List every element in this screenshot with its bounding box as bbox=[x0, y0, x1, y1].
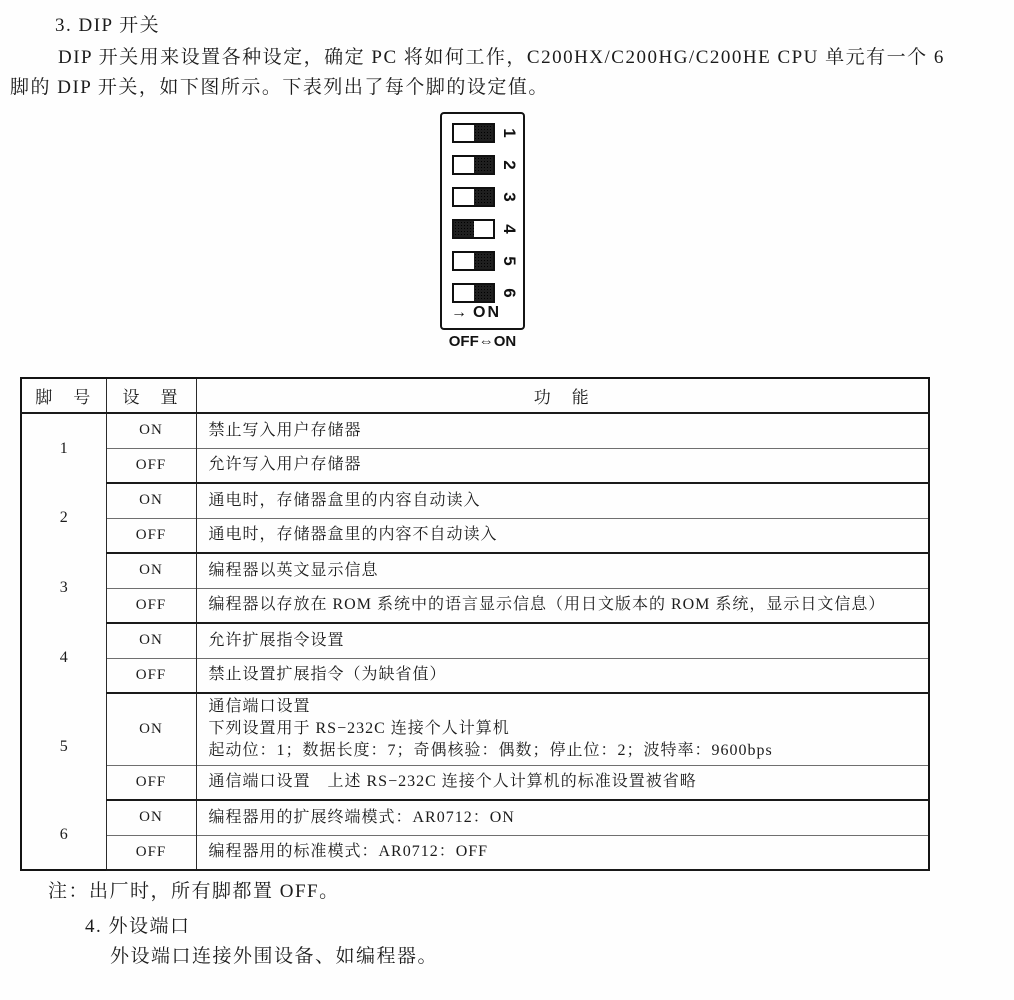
switch-4-right-half bbox=[474, 221, 494, 237]
dip-switch-1 bbox=[452, 123, 495, 143]
function-line: 通信端口设置 bbox=[208, 698, 311, 716]
switch-4-left-half bbox=[454, 221, 474, 237]
function-line: 允许写入用户存储器 bbox=[208, 456, 362, 474]
table-row bbox=[21, 693, 929, 765]
pin-number-cell: 2 bbox=[21, 483, 106, 553]
table-row bbox=[21, 518, 929, 553]
off-on-caption bbox=[432, 333, 533, 350]
section-4-paragraph: 外设端口连接外围设备、如编程器。 bbox=[110, 946, 439, 967]
header-setting: 设 置 bbox=[106, 378, 196, 413]
function-line: 起动位：1；数据长度：7；奇偶核验：偶数；停止位：2；波特率：9600bps bbox=[208, 742, 773, 760]
dip-switch-diagram bbox=[440, 112, 525, 330]
setting-cell: OFF bbox=[106, 518, 196, 553]
table-row bbox=[21, 658, 929, 693]
dip-switch-6 bbox=[452, 283, 495, 303]
setting-cell: ON bbox=[106, 483, 196, 518]
function-line: 通信端口设置 上述 RS−232C 连接个人计算机的标准设置被省略 bbox=[208, 773, 697, 791]
setting-cell: OFF bbox=[106, 658, 196, 693]
function-cell bbox=[196, 448, 929, 483]
dip-settings-table bbox=[20, 377, 930, 871]
pin-number-cell: 6 bbox=[21, 800, 106, 870]
factory-note: 注：出厂时，所有脚都置 OFF。 bbox=[48, 881, 340, 902]
function-cell bbox=[196, 623, 929, 658]
dip-switch-3 bbox=[452, 187, 495, 207]
setting-cell: ON bbox=[106, 623, 196, 658]
off-text: OFF bbox=[448, 333, 479, 350]
table-row bbox=[21, 765, 929, 800]
table-row bbox=[21, 623, 929, 658]
switch-3-left-half bbox=[454, 189, 474, 205]
function-line: 编程器用的标准模式：AR0712：OFF bbox=[208, 843, 489, 861]
function-cell bbox=[196, 658, 929, 693]
switch-1-left-half bbox=[454, 125, 474, 141]
on-text: ON bbox=[473, 304, 501, 321]
table-row bbox=[21, 553, 929, 588]
function-cell bbox=[196, 693, 929, 765]
pin-number-cell: 5 bbox=[21, 693, 106, 800]
function-line: 禁止写入用户存储器 bbox=[208, 421, 362, 439]
setting-cell: ON bbox=[106, 800, 196, 835]
function-cell bbox=[196, 413, 929, 448]
table-header-row bbox=[21, 378, 929, 413]
function-line: 编程器用的扩展终端模式：AR0712：ON bbox=[208, 808, 515, 826]
dip-switch-3-number: 3 bbox=[500, 192, 519, 202]
table-row bbox=[21, 483, 929, 518]
switch-6-right-half bbox=[474, 285, 494, 301]
function-line: 禁止设置扩展指令（为缺省值） bbox=[208, 666, 447, 684]
function-line: 编程器以存放在 ROM 系统中的语言显示信息（用日文版本的 ROM 系统，显示日文信息） bbox=[208, 596, 886, 614]
table-row bbox=[21, 448, 929, 483]
setting-cell: OFF bbox=[106, 588, 196, 623]
table-row bbox=[21, 800, 929, 835]
function-line: 编程器以英文显示信息 bbox=[208, 561, 379, 579]
setting-cell: ON bbox=[106, 413, 196, 448]
dip-switch-5 bbox=[452, 251, 495, 271]
intro-paragraph-line-1: DIP 开关用来设置各种设定，确定 PC 将如何工作，C200HX/C200HG/C200HE CPU 单元有一个 6 bbox=[58, 47, 945, 68]
double-arrow-icon: ⇔ bbox=[478, 333, 494, 350]
table-row bbox=[21, 588, 929, 623]
setting-cell: ON bbox=[106, 693, 196, 765]
function-cell bbox=[196, 518, 929, 553]
pin-number-cell: 4 bbox=[21, 623, 106, 693]
right-arrow-icon: → bbox=[451, 304, 467, 321]
switch-2-left-half bbox=[454, 157, 474, 173]
section-3-heading: 3. DIP 开关 bbox=[55, 15, 161, 36]
function-line: 下列设置用于 RS−232C 连接个人计算机 bbox=[208, 720, 510, 738]
table-row bbox=[21, 835, 929, 870]
pin-number-cell: 3 bbox=[21, 553, 106, 623]
setting-cell: OFF bbox=[106, 835, 196, 870]
header-function: 功 能 bbox=[196, 378, 929, 413]
switch-6-left-half bbox=[454, 285, 474, 301]
switch-1-right-half bbox=[474, 125, 494, 141]
switch-5-right-half bbox=[474, 253, 494, 269]
function-cell bbox=[196, 835, 929, 870]
function-line: 通电时，存储器盒里的内容不自动读入 bbox=[208, 526, 498, 544]
dip-switch-6-number: 6 bbox=[500, 288, 519, 298]
section-4-heading: 4. 外设端口 bbox=[85, 916, 191, 937]
dip-switch-2-number: 2 bbox=[500, 160, 519, 170]
dip-switch-4 bbox=[452, 219, 495, 239]
setting-cell: OFF bbox=[106, 765, 196, 800]
function-cell bbox=[196, 553, 929, 588]
setting-cell: OFF bbox=[106, 448, 196, 483]
dip-switch-4-number: 4 bbox=[500, 224, 519, 234]
function-cell bbox=[196, 765, 929, 800]
switch-2-right-half bbox=[474, 157, 494, 173]
dip-switch-5-number: 5 bbox=[500, 256, 519, 266]
table-row bbox=[21, 413, 929, 448]
function-line: 允许扩展指令设置 bbox=[208, 631, 345, 649]
on-text: ON bbox=[493, 333, 517, 350]
function-cell bbox=[196, 588, 929, 623]
function-cell bbox=[196, 800, 929, 835]
switch-5-left-half bbox=[454, 253, 474, 269]
pin-number-cell: 1 bbox=[21, 413, 106, 483]
switch-3-right-half bbox=[474, 189, 494, 205]
function-line: 通电时，存储器盒里的内容自动读入 bbox=[208, 491, 481, 509]
header-pin-number: 脚 号 bbox=[21, 378, 106, 413]
intro-paragraph-line-2: 脚的 DIP 开关，如下图所示。下表列出了每个脚的设定值。 bbox=[10, 77, 549, 98]
setting-cell: ON bbox=[106, 553, 196, 588]
dip-switch-1-number: 1 bbox=[500, 128, 519, 138]
dip-switch-2 bbox=[452, 155, 495, 175]
function-cell bbox=[196, 483, 929, 518]
on-direction-label bbox=[451, 304, 501, 322]
